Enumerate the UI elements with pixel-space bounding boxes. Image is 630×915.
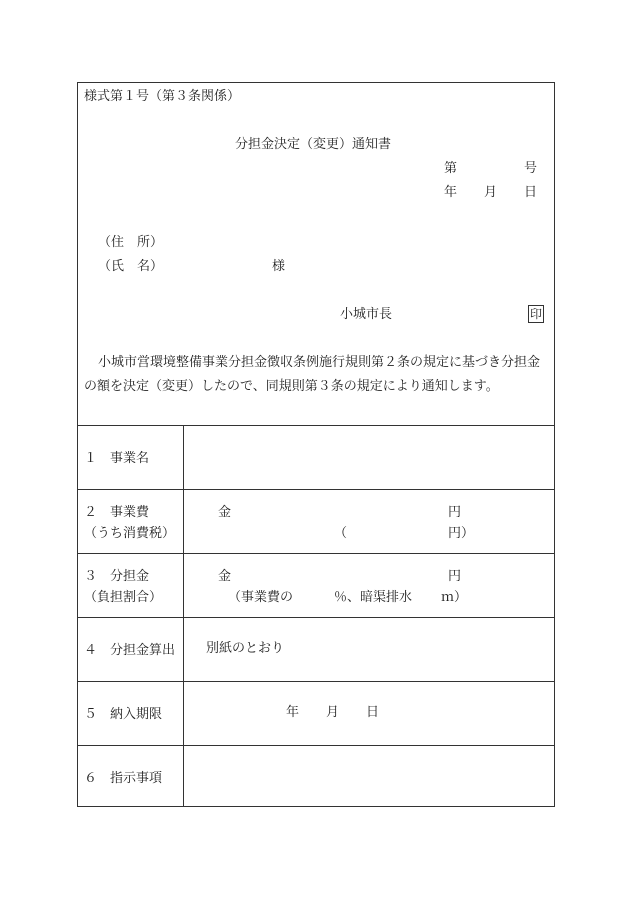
form-number: 様式第１号（第３条関係） [84,89,241,104]
row-share-label: ３ 分担金 [84,569,150,584]
deadline-day: 日 [366,705,380,720]
row-divider [78,681,554,682]
address-label: （住 所） [98,235,164,250]
row-project-cost-sublabel: （うち消費税） [84,526,176,541]
table-top-border [78,425,554,426]
table-column-divider [183,425,184,807]
row-instructions-label: ６ 指示事項 [84,771,163,786]
document-title: 分担金決定（変更）通知書 [235,137,392,152]
share-kin: 金 [218,569,232,584]
row-divider [78,617,554,618]
project-cost-yen: 円 [448,505,462,520]
project-cost-kin: 金 [218,505,232,520]
row-divider [78,489,554,490]
row-divider [78,745,554,746]
body-line-1: 小城市営環境整備事業分担金徴収条例施行規則第２条の規定に基づき分担金 [98,355,541,370]
calculation-value: 別紙のとおり [206,641,285,656]
seal-mark: 印 [529,307,542,321]
notice-form [77,82,555,807]
row-project-name-label: １ 事業名 [84,451,150,466]
body-line-2: の額を決定（変更）したので、同規則第３条の規定により通知します。 [84,379,499,394]
date-month: 月 [484,185,498,200]
number-suffix: 号 [524,161,538,176]
share-ratio-mid: ％、暗渠排水 [334,590,413,605]
share-yen: 円 [448,569,462,584]
row-deadline-label: ５ 納入期限 [84,707,163,722]
honorific: 様 [272,259,286,274]
tax-paren-open: （ [334,526,348,541]
share-ratio-prefix: （事業費の [228,590,294,605]
row-share-sublabel: （負担割合） [84,590,163,605]
row-divider [78,553,554,554]
tax-yen: 円） [448,526,475,541]
number-prefix: 第 [444,161,458,176]
date-year: 年 [444,185,458,200]
date-day: 日 [524,185,538,200]
name-label: （氏 名） [98,259,164,274]
issuer: 小城市長 [340,307,393,322]
row-calculation-label: ４ 分担金算出 [84,643,176,658]
share-ratio-suffix: ｍ） [441,590,468,605]
deadline-month: 月 [326,705,340,720]
row-project-cost-label: ２ 事業費 [84,505,150,520]
deadline-year: 年 [286,705,300,720]
